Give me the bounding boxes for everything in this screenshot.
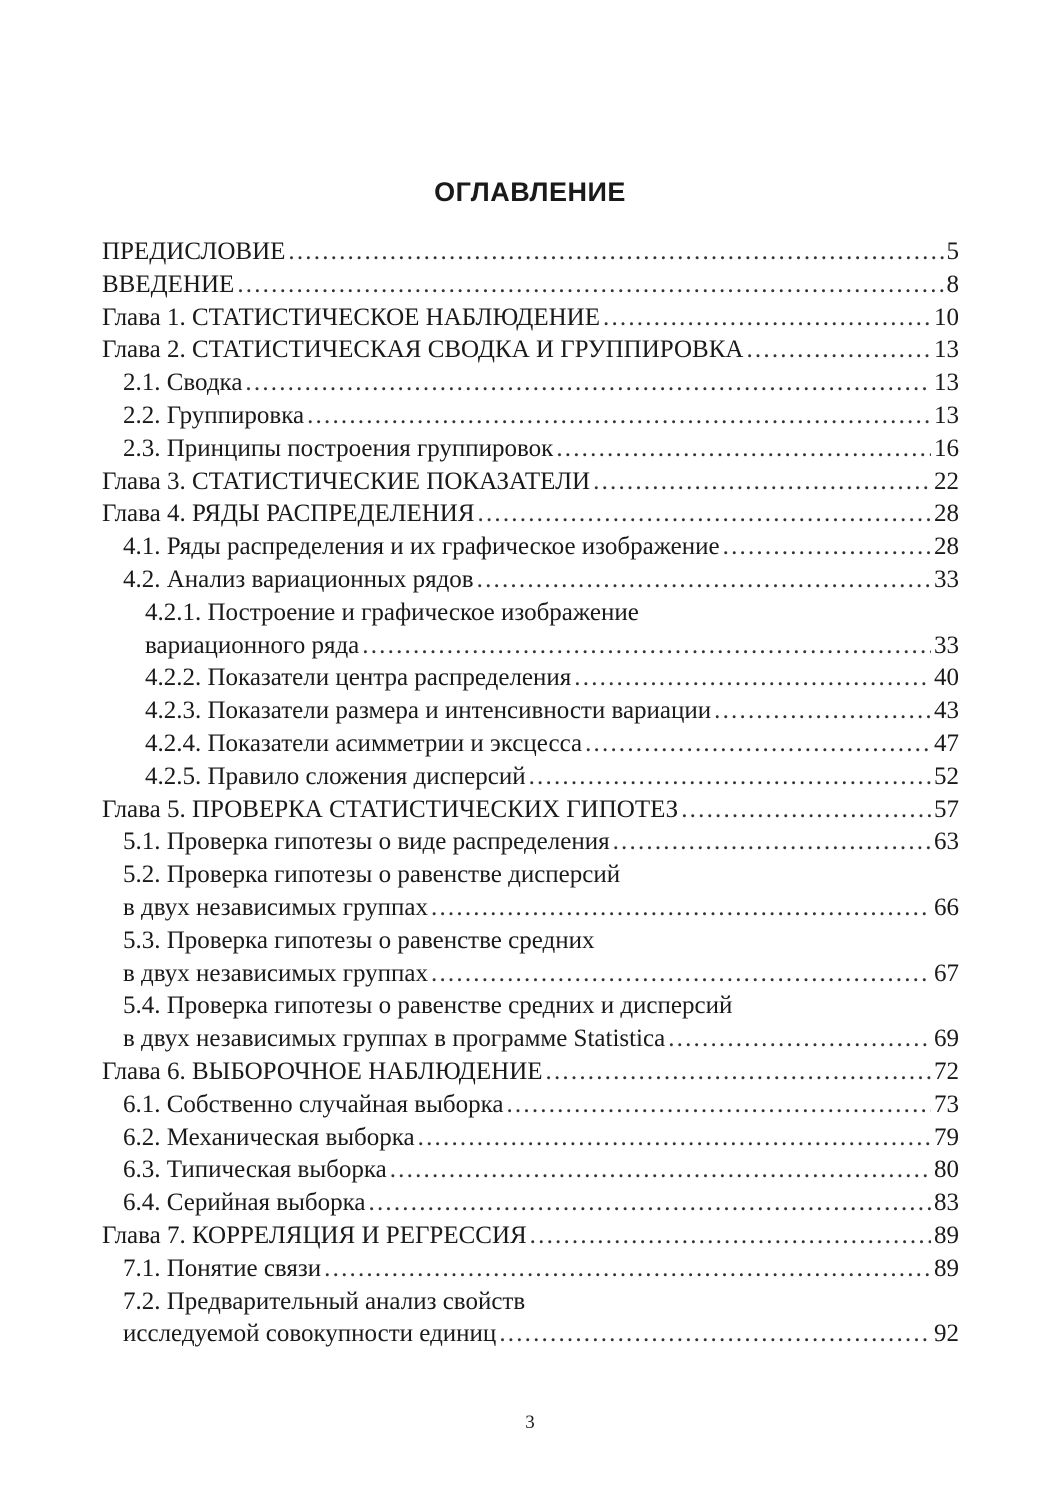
toc-page-number: 13 [934, 336, 959, 364]
toc-entry-title: 2.3. Принципы построения группировок [123, 434, 554, 462]
toc-dot-leader [546, 1056, 931, 1089]
toc-entry-chapter-5[interactable] [102, 794, 959, 827]
toc-entry-section-4-2-1[interactable] [102, 597, 959, 663]
toc-entry-title: 6.2. Механическая выборка [123, 1123, 415, 1151]
toc-dot-leader [585, 728, 931, 761]
toc-page-number: 47 [934, 729, 959, 757]
toc-entry-title: 6.1. Собственно случайная выборка [123, 1090, 504, 1118]
toc-entry-section-4-2-4[interactable] [102, 728, 959, 761]
toc-dot-leader [593, 466, 931, 499]
toc-dot-leader [723, 531, 931, 564]
toc-dot-leader [478, 498, 932, 531]
toc-entry-section-5-1[interactable] [102, 826, 959, 859]
toc-dot-leader [556, 433, 931, 466]
toc-dot-leader [714, 695, 931, 728]
toc-page-number: 89 [934, 1254, 959, 1282]
toc-dot-leader [288, 236, 943, 269]
toc-dot-leader [390, 1154, 931, 1187]
toc-entry-chapter-2[interactable] [102, 334, 959, 367]
toc-entry-title: Глава 5. ПРОВЕРКА СТАТИСТИЧЕСКИХ ГИПОТЕЗ [102, 795, 679, 823]
toc-dot-leader [237, 269, 943, 302]
toc-entry-title-line2: в двух независимых группах [123, 959, 429, 987]
toc-page-number: 16 [934, 434, 959, 462]
toc-page-number: 66 [934, 893, 959, 921]
toc-page-number: 8 [946, 270, 959, 298]
toc-entry-title: 4.2.5. Правило сложения дисперсий [145, 762, 526, 790]
toc-entry-chapter-4[interactable] [102, 498, 959, 531]
toc-entry-preface[interactable] [102, 236, 959, 269]
toc-entry-section-4-2-5[interactable] [102, 761, 959, 794]
toc-entry-title: 6.4. Серийная выборка [123, 1189, 366, 1217]
toc-dot-leader [668, 1023, 931, 1056]
toc-entry-section-6-4[interactable] [102, 1187, 959, 1220]
toc-page-number: 22 [934, 467, 959, 495]
toc-entry-title: Глава 6. ВЫБОРОЧНОЕ НАБЛЮДЕНИЕ [102, 1057, 543, 1085]
toc-entry-title: Глава 1. СТАТИСТИЧЕСКОЕ НАБЛЮДЕНИЕ [102, 303, 600, 331]
toc-page-number: 5 [946, 238, 959, 265]
toc-entry-section-2-1[interactable] [102, 367, 959, 400]
toc-dot-leader [746, 334, 931, 367]
toc-page-number: 57 [934, 795, 959, 823]
toc-entry-title: 4.2.2. Показатели центра распределения [145, 664, 572, 692]
toc-dot-leader [574, 662, 931, 695]
toc-page-number: 69 [934, 1025, 959, 1053]
toc-page-number: 80 [934, 1156, 959, 1184]
toc-dot-leader [603, 302, 931, 335]
toc-entry-chapter-7[interactable] [102, 1220, 959, 1253]
toc-dot-leader [506, 1089, 931, 1122]
toc-entry-section-2-3[interactable] [102, 433, 959, 466]
toc-entry-section-6-1[interactable] [102, 1089, 959, 1122]
toc-entry-title: 5.1. Проверка гипотезы о виде распределения [123, 828, 610, 856]
toc-entry-title-line2: вариационного ряда [145, 631, 360, 659]
toc-entry-title: Глава 7. КОРРЕЛЯЦИЯ И РЕГРЕССИЯ [102, 1221, 527, 1249]
toc-entry-title-line2: исследуемой совокупности единиц [123, 1320, 497, 1348]
toc-page-number: 33 [934, 631, 959, 659]
toc-entry-title: Глава 3. СТАТИСТИЧЕСКИЕ ПОКАЗАТЕЛИ [102, 467, 591, 495]
toc-dot-leader [369, 1187, 932, 1220]
toc-entry-title: ВВЕДЕНИЕ [102, 270, 235, 298]
toc-page-number: 28 [934, 500, 959, 528]
toc-dot-leader [245, 367, 931, 400]
toc-entry-section-4-2-3[interactable] [102, 695, 959, 728]
toc-dot-leader [477, 564, 931, 597]
toc-page-number: 67 [934, 959, 959, 987]
table-of-contents [102, 236, 959, 1351]
toc-entry-title-line1: 5.2. Проверка гипотезы о равенстве дисперсий [123, 861, 621, 889]
toc-entry-title-line1: 5.3. Проверка гипотезы о равенстве средних [123, 926, 595, 954]
toc-entry-title: 4.1. Ряды распределения и их графическое изображение [123, 533, 720, 561]
toc-page-number: 33 [934, 565, 959, 593]
toc-entry-section-5-4[interactable] [102, 990, 959, 1056]
toc-dot-leader [418, 1122, 931, 1155]
toc-entry-section-4-2[interactable] [102, 564, 959, 597]
toc-page-number: 13 [934, 401, 959, 429]
toc-entry-title-line1: 4.2.1. Построение и графическое изображение [145, 598, 639, 626]
toc-page-number: 83 [934, 1189, 959, 1217]
toc-entry-introduction[interactable] [102, 269, 959, 302]
toc-dot-leader [324, 1253, 931, 1286]
toc-entry-title: 4.2. Анализ вариационных рядов [123, 565, 474, 593]
toc-entry-title-line2: в двух независимых группах [123, 893, 429, 921]
toc-entry-section-4-2-2[interactable] [102, 662, 959, 695]
toc-entry-title: Глава 2. СТАТИСТИЧЕСКАЯ СВОДКА И ГРУППИРОВКА [102, 336, 744, 364]
toc-dot-leader [613, 826, 931, 859]
toc-entry-chapter-3[interactable] [102, 466, 959, 499]
toc-page-number: 43 [934, 697, 959, 725]
page-title: ОГЛАВЛЕНИЕ [434, 177, 626, 207]
toc-page-number: 52 [934, 762, 959, 790]
toc-page-number: 73 [934, 1090, 959, 1118]
toc-entry-title: 6.3. Типическая выборка [123, 1156, 387, 1184]
toc-page-number: 92 [934, 1320, 959, 1348]
page-number: 3 [525, 1412, 535, 1433]
toc-entry-section-7-1[interactable] [102, 1253, 959, 1286]
toc-entry-title-line2: в двух независимых группах в программе Statistica [123, 1025, 666, 1053]
toc-dot-leader [431, 892, 931, 925]
toc-page-number: 72 [934, 1057, 959, 1085]
toc-page-number: 63 [934, 828, 959, 856]
toc-page-number: 13 [934, 369, 959, 397]
toc-entry-section-5-2[interactable] [102, 859, 959, 925]
toc-dot-leader [307, 400, 931, 433]
toc-page-number: 28 [934, 533, 959, 561]
toc-entry-chapter-1[interactable] [102, 302, 959, 335]
toc-dot-leader [362, 630, 931, 663]
toc-entry-title: 7.1. Понятие связи [123, 1254, 322, 1282]
toc-dot-leader [681, 794, 931, 827]
toc-dot-leader [529, 761, 931, 794]
toc-page-number: 89 [934, 1221, 959, 1249]
toc-entry-title: 2.1. Сводка [123, 369, 243, 397]
toc-entry-title: Глава 4. РЯДЫ РАСПРЕДЕЛЕНИЯ [102, 500, 475, 528]
toc-entry-title: ПРЕДИСЛОВИЕ [102, 238, 286, 265]
toc-entry-title-line1: 7.2. Предварительный анализ свойств [123, 1287, 526, 1315]
toc-entry-title: 2.2. Группировка [123, 401, 305, 429]
toc-entry-section-6-3[interactable] [102, 1154, 959, 1187]
toc-entry-title-line1: 5.4. Проверка гипотезы о равенстве средних и дисперсий [123, 992, 733, 1020]
toc-page-number: 10 [934, 303, 959, 331]
toc-entry-section-2-2[interactable] [102, 400, 959, 433]
toc-entry-title: 4.2.4. Показатели асимметрии и эксцесса [145, 729, 583, 757]
toc-entry-section-5-3[interactable] [102, 925, 959, 991]
toc-dot-leader [431, 958, 931, 991]
toc-entry-section-6-2[interactable] [102, 1122, 959, 1155]
toc-entry-title: 4.2.3. Показатели размера и интенсивности вариации [145, 697, 712, 725]
toc-dot-leader [530, 1220, 931, 1253]
toc-entry-section-4-1[interactable] [102, 531, 959, 564]
toc-entry-chapter-6[interactable] [102, 1056, 959, 1089]
toc-page-number: 40 [934, 664, 959, 692]
toc-entry-section-7-2[interactable] [102, 1286, 959, 1352]
toc-page-number: 79 [934, 1123, 959, 1151]
toc-dot-leader [499, 1318, 931, 1351]
